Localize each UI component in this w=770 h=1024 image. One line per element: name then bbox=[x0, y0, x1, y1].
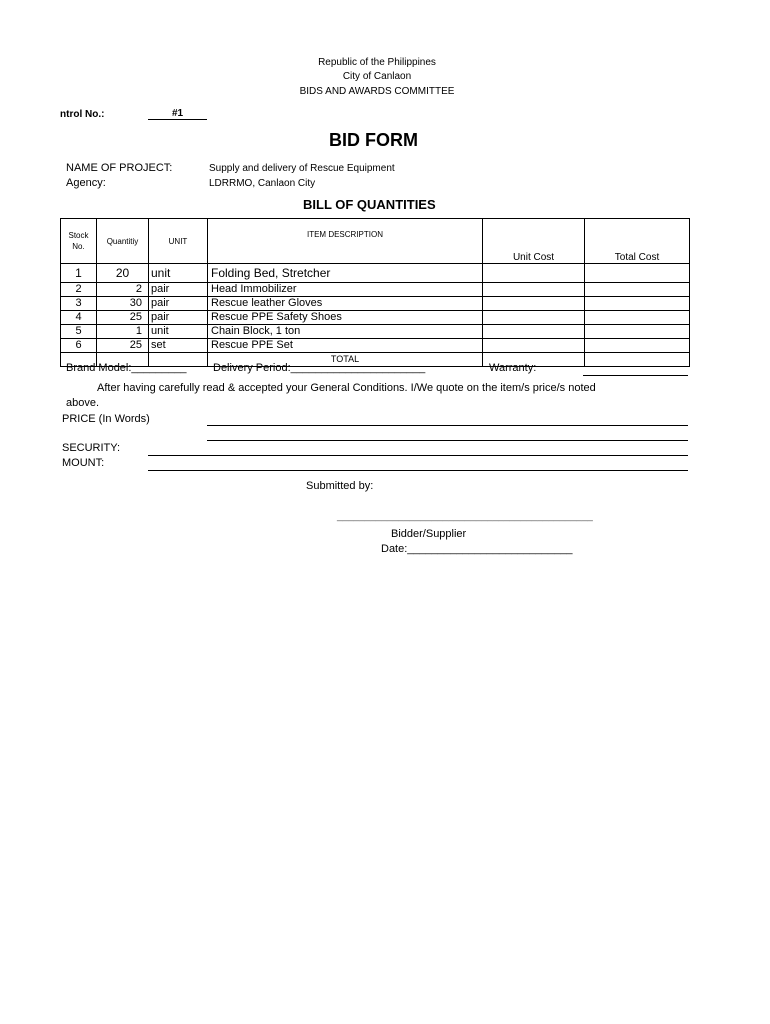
cell-total-cost[interactable] bbox=[585, 311, 690, 325]
cell-description: Rescue PPE Set bbox=[208, 339, 483, 353]
cell-total-cost[interactable] bbox=[585, 297, 690, 311]
cell-description: Folding Bed, Stretcher bbox=[208, 264, 483, 283]
cell-unit-cost[interactable] bbox=[483, 339, 585, 353]
warranty-label: Warranty: bbox=[489, 362, 537, 374]
cell-total-cost[interactable] bbox=[585, 283, 690, 297]
table-row bbox=[61, 264, 690, 283]
boq-title: BILL OF QUANTITIES bbox=[303, 197, 436, 212]
amount-label: MOUNT: bbox=[62, 457, 105, 469]
cell-unit: pair bbox=[149, 311, 208, 325]
cell-unit-cost[interactable] bbox=[483, 283, 585, 297]
cell-qty: 25 bbox=[97, 311, 149, 325]
cell-stock: 1 bbox=[61, 264, 97, 283]
control-no-label: ntrol No.: bbox=[60, 109, 105, 120]
price-in-words-label: PRICE (In Words) bbox=[62, 413, 150, 425]
cell-unit: set bbox=[149, 339, 208, 353]
price-in-words-field[interactable] bbox=[207, 412, 688, 426]
table-row bbox=[61, 283, 690, 297]
cell-unit-cost[interactable] bbox=[483, 311, 585, 325]
table-row bbox=[61, 339, 690, 353]
header-quantity: Quantitiy bbox=[97, 219, 149, 264]
cell-unit: pair bbox=[149, 297, 208, 311]
submitted-by-label: Submitted by: bbox=[306, 480, 374, 492]
cell-unit: unit bbox=[149, 264, 208, 283]
warranty-field[interactable] bbox=[583, 362, 688, 376]
boq-table bbox=[60, 218, 690, 367]
total-label: TOTAL bbox=[208, 353, 483, 367]
cell-qty: 2 bbox=[97, 283, 149, 297]
agency-value: LDRRMO, Canlaon City bbox=[209, 178, 316, 189]
cell-description: Head Immobilizer bbox=[208, 283, 483, 297]
header-unit: UNIT bbox=[149, 219, 208, 264]
statement-line-1: After having carefully read & accepted your General Conditions. I/We quote on the item/s price/s noted bbox=[97, 382, 596, 394]
table-row bbox=[61, 297, 690, 311]
bidder-supplier-label: Bidder/Supplier bbox=[391, 528, 467, 540]
table-header-row bbox=[61, 219, 690, 264]
cell-description: Rescue leather Gloves bbox=[208, 297, 483, 311]
page-title: BID FORM bbox=[329, 130, 418, 150]
header-city: City of Canlaon bbox=[342, 71, 412, 82]
control-no-value: #1 bbox=[148, 108, 207, 120]
brand-model-field[interactable]: Brand Model:_________ bbox=[66, 362, 187, 374]
header-item-description: ITEM DESCRIPTION bbox=[208, 219, 483, 264]
cell-description: Rescue PPE Safety Shoes bbox=[208, 311, 483, 325]
agency-label: Agency: bbox=[66, 177, 106, 189]
cell-unit-cost[interactable] bbox=[483, 297, 585, 311]
table-row bbox=[61, 325, 690, 339]
cell-qty: 1 bbox=[97, 325, 149, 339]
cell-stock: 5 bbox=[61, 325, 97, 339]
project-name-label: NAME OF PROJECT: bbox=[66, 162, 173, 174]
cell-stock: 6 bbox=[61, 339, 97, 353]
amount-field[interactable] bbox=[148, 456, 688, 471]
cell-description: Chain Block, 1 ton bbox=[208, 325, 483, 339]
header-unit-cost: Unit Cost bbox=[483, 219, 585, 264]
delivery-period-field[interactable]: Delivery Period:______________________ bbox=[213, 362, 426, 374]
cell-unit: unit bbox=[149, 325, 208, 339]
cell-total-cost[interactable] bbox=[585, 264, 690, 283]
header-committee: BIDS AND AWARDS COMMITTEE bbox=[299, 86, 455, 97]
price-in-words-field-2[interactable] bbox=[207, 427, 688, 441]
header-republic: Republic of the Philippines bbox=[318, 57, 436, 68]
header-stock-no: Stock No. bbox=[61, 219, 97, 264]
cell-unit: pair bbox=[149, 283, 208, 297]
cell-qty: 30 bbox=[97, 297, 149, 311]
statement-line-2: above. bbox=[66, 397, 100, 409]
cell-stock: 2 bbox=[61, 283, 97, 297]
cell-qty: 25 bbox=[97, 339, 149, 353]
project-name-value: Supply and delivery of Rescue Equipment bbox=[209, 163, 395, 174]
cell-unit-cost[interactable] bbox=[483, 325, 585, 339]
table-row bbox=[61, 311, 690, 325]
cell-qty: 20 bbox=[97, 264, 149, 283]
date-field[interactable]: Date:___________________________ bbox=[381, 543, 573, 555]
security-label: SECURITY: bbox=[62, 442, 121, 454]
signature-line[interactable]: ______________________________________________ bbox=[337, 511, 593, 522]
cell-stock: 3 bbox=[61, 297, 97, 311]
cell-total-cost[interactable] bbox=[585, 325, 690, 339]
security-field[interactable] bbox=[148, 441, 688, 456]
cell-total-cost[interactable] bbox=[585, 339, 690, 353]
cell-unit-cost[interactable] bbox=[483, 264, 585, 283]
header-total-cost: Total Cost bbox=[585, 219, 690, 264]
cell-stock: 4 bbox=[61, 311, 97, 325]
